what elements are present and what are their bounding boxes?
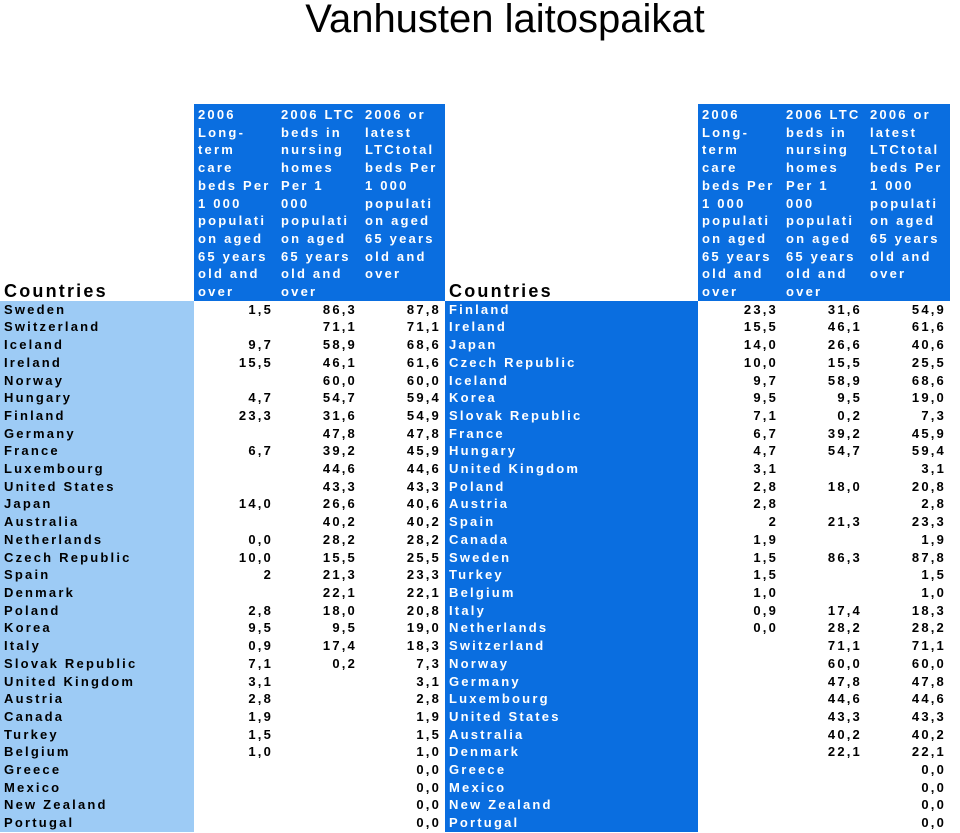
right-country-cell: Poland xyxy=(445,478,698,496)
table-row xyxy=(0,566,950,584)
right-country-cell: Austria xyxy=(445,495,698,513)
right-country-cell: Ireland xyxy=(445,318,698,336)
left-ltc-total-cell: 7,3 xyxy=(361,655,445,673)
right-ltc-total-cell: 71,1 xyxy=(866,637,950,655)
right-ltc-longterm-cell: 2 xyxy=(698,513,782,531)
right-ltc-longterm-cell: 3,1 xyxy=(698,460,782,478)
left-country-cell: New Zealand xyxy=(0,796,194,814)
right-ltc-longterm-cell xyxy=(698,655,782,673)
left-ltc-total-cell: 40,6 xyxy=(361,495,445,513)
right-ltc-total-cell: 45,9 xyxy=(866,425,950,443)
right-ltc-total-cell: 0,0 xyxy=(866,814,950,832)
right-ltc-longterm-cell xyxy=(698,796,782,814)
left-ltc-longterm-cell: 23,3 xyxy=(194,407,277,425)
left-ltc-nursing-cell: 44,6 xyxy=(277,460,361,478)
left-ltc-longterm-cell: 2 xyxy=(194,566,277,584)
table-row xyxy=(0,372,950,390)
left-ltc-nursing-cell: 26,6 xyxy=(277,495,361,513)
left-ltc-nursing-cell xyxy=(277,708,361,726)
right-country-cell: United Kingdom xyxy=(445,460,698,478)
left-ltc-nursing-cell: 21,3 xyxy=(277,566,361,584)
left-ltc-longterm-cell: 1,5 xyxy=(194,726,277,744)
right-ltc-longterm-cell xyxy=(698,637,782,655)
right-ltc-total-cell: 59,4 xyxy=(866,442,950,460)
right-country-cell: Sweden xyxy=(445,549,698,567)
right-ltc-total-cell: 43,3 xyxy=(866,708,950,726)
table-row xyxy=(0,460,950,478)
left-country-cell: Luxembourg xyxy=(0,460,194,478)
right-country-cell: Iceland xyxy=(445,372,698,390)
table-row xyxy=(0,301,950,319)
left-ltc-longterm-cell xyxy=(194,796,277,814)
right-ltc-longterm-cell xyxy=(698,761,782,779)
right-country-cell: Japan xyxy=(445,336,698,354)
left-ltc-nursing-cell: 31,6 xyxy=(277,407,361,425)
right-country-cell: Turkey xyxy=(445,566,698,584)
right-ltc-nursing-cell: 39,2 xyxy=(782,425,866,443)
left-ltc-total-cell: 0,0 xyxy=(361,761,445,779)
right-country-cell: Hungary xyxy=(445,442,698,460)
left-ltc-longterm-cell: 1,9 xyxy=(194,708,277,726)
left-ltc-longterm-cell xyxy=(194,513,277,531)
left-country-cell: Denmark xyxy=(0,584,194,602)
left-ltc-nursing-cell xyxy=(277,690,361,708)
left-country-cell: Sweden xyxy=(0,301,194,319)
table-row xyxy=(0,708,950,726)
left-ltc-longterm-cell: 0,0 xyxy=(194,531,277,549)
left-ltc-total-cell: 60,0 xyxy=(361,372,445,390)
right-country-cell: Canada xyxy=(445,531,698,549)
left-ltc-nursing-cell: 0,2 xyxy=(277,655,361,673)
table-row xyxy=(0,354,950,372)
right-ltc-nursing-cell: 71,1 xyxy=(782,637,866,655)
left-ltc-longterm-cell xyxy=(194,584,277,602)
right-ltc-total-cell: 0,0 xyxy=(866,779,950,797)
left-ltc-nursing-cell: 47,8 xyxy=(277,425,361,443)
left-ltc-total-cell: 28,2 xyxy=(361,531,445,549)
right-country-cell: New Zealand xyxy=(445,796,698,814)
table-row xyxy=(0,495,950,513)
left-ltc-total-cell: 1,9 xyxy=(361,708,445,726)
left-ltc-total-cell: 43,3 xyxy=(361,478,445,496)
right-ltc-longterm-cell: 1,5 xyxy=(698,566,782,584)
left-ltc-longterm-cell xyxy=(194,478,277,496)
left-col2-header: 2006 LTC beds in nursing homes Per 1 000 populati on aged 65 years old and over xyxy=(277,104,361,301)
table-body xyxy=(0,301,950,832)
table-row xyxy=(0,531,950,549)
left-ltc-nursing-cell xyxy=(277,743,361,761)
right-ltc-longterm-cell: 23,3 xyxy=(698,301,782,319)
right-country-cell: Greece xyxy=(445,761,698,779)
left-ltc-total-cell: 18,3 xyxy=(361,637,445,655)
right-ltc-total-cell: 28,2 xyxy=(866,619,950,637)
left-ltc-total-cell: 3,1 xyxy=(361,673,445,691)
right-country-cell: Luxembourg xyxy=(445,690,698,708)
table-row xyxy=(0,761,950,779)
right-country-cell: Slovak Republic xyxy=(445,407,698,425)
right-ltc-total-cell: 20,8 xyxy=(866,478,950,496)
right-country-cell: France xyxy=(445,425,698,443)
left-ltc-longterm-cell: 10,0 xyxy=(194,549,277,567)
right-country-cell: Portugal xyxy=(445,814,698,832)
right-ltc-total-cell: 25,5 xyxy=(866,354,950,372)
left-ltc-total-cell: 47,8 xyxy=(361,425,445,443)
right-ltc-longterm-cell xyxy=(698,779,782,797)
right-country-cell: Spain xyxy=(445,513,698,531)
right-ltc-nursing-cell: 43,3 xyxy=(782,708,866,726)
left-country-cell: Slovak Republic xyxy=(0,655,194,673)
right-ltc-total-cell: 3,1 xyxy=(866,460,950,478)
left-ltc-longterm-cell xyxy=(194,372,277,390)
left-ltc-nursing-cell: 58,9 xyxy=(277,336,361,354)
table-row xyxy=(0,318,950,336)
left-country-cell: United States xyxy=(0,478,194,496)
right-ltc-longterm-cell: 2,8 xyxy=(698,495,782,513)
table-row xyxy=(0,619,950,637)
ltc-beds-table xyxy=(0,104,950,832)
right-ltc-total-cell: 44,6 xyxy=(866,690,950,708)
right-ltc-longterm-cell: 9,5 xyxy=(698,389,782,407)
left-ltc-total-cell: 71,1 xyxy=(361,318,445,336)
right-ltc-nursing-cell: 17,4 xyxy=(782,602,866,620)
left-col3-header: 2006 or latest LTCtotal beds Per 1 000 populati on aged 65 years old and over xyxy=(361,104,445,301)
right-ltc-nursing-cell xyxy=(782,584,866,602)
left-ltc-longterm-cell: 1,0 xyxy=(194,743,277,761)
left-ltc-total-cell: 0,0 xyxy=(361,814,445,832)
left-ltc-nursing-cell: 39,2 xyxy=(277,442,361,460)
left-ltc-nursing-cell xyxy=(277,779,361,797)
right-country-cell: Switzerland xyxy=(445,637,698,655)
right-ltc-total-cell: 0,0 xyxy=(866,796,950,814)
right-ltc-nursing-cell: 86,3 xyxy=(782,549,866,567)
left-country-cell: Canada xyxy=(0,708,194,726)
right-country-cell: Belgium xyxy=(445,584,698,602)
left-ltc-total-cell: 2,8 xyxy=(361,690,445,708)
header-row xyxy=(0,104,950,301)
left-ltc-nursing-cell: 40,2 xyxy=(277,513,361,531)
table-row xyxy=(0,336,950,354)
right-ltc-nursing-cell: 44,6 xyxy=(782,690,866,708)
left-ltc-nursing-cell xyxy=(277,726,361,744)
left-ltc-longterm-cell: 4,7 xyxy=(194,389,277,407)
right-ltc-total-cell: 23,3 xyxy=(866,513,950,531)
left-countries-header: Countries xyxy=(0,104,194,301)
left-ltc-total-cell: 1,5 xyxy=(361,726,445,744)
left-ltc-nursing-cell xyxy=(277,814,361,832)
right-ltc-total-cell: 1,9 xyxy=(866,531,950,549)
table-row xyxy=(0,549,950,567)
table-row xyxy=(0,814,950,832)
left-ltc-total-cell: 87,8 xyxy=(361,301,445,319)
left-ltc-longterm-cell: 6,7 xyxy=(194,442,277,460)
left-country-cell: Italy xyxy=(0,637,194,655)
left-ltc-total-cell: 59,4 xyxy=(361,389,445,407)
right-ltc-total-cell: 2,8 xyxy=(866,495,950,513)
right-country-cell: Korea xyxy=(445,389,698,407)
right-ltc-total-cell: 61,6 xyxy=(866,318,950,336)
right-ltc-nursing-cell: 40,2 xyxy=(782,726,866,744)
right-ltc-total-cell: 87,8 xyxy=(866,549,950,567)
right-ltc-total-cell: 40,6 xyxy=(866,336,950,354)
table-row xyxy=(0,690,950,708)
left-country-cell: Norway xyxy=(0,372,194,390)
right-ltc-longterm-cell: 1,9 xyxy=(698,531,782,549)
left-ltc-nursing-cell: 46,1 xyxy=(277,354,361,372)
right-ltc-nursing-cell: 54,7 xyxy=(782,442,866,460)
left-ltc-nursing-cell: 43,3 xyxy=(277,478,361,496)
left-country-cell: Mexico xyxy=(0,779,194,797)
right-ltc-longterm-cell: 0,0 xyxy=(698,619,782,637)
left-country-cell: Iceland xyxy=(0,336,194,354)
right-ltc-nursing-cell xyxy=(782,779,866,797)
right-ltc-nursing-cell: 22,1 xyxy=(782,743,866,761)
right-ltc-total-cell: 1,0 xyxy=(866,584,950,602)
left-ltc-nursing-cell xyxy=(277,796,361,814)
left-ltc-longterm-cell: 9,7 xyxy=(194,336,277,354)
right-ltc-nursing-cell: 58,9 xyxy=(782,372,866,390)
right-ltc-longterm-cell: 15,5 xyxy=(698,318,782,336)
left-country-cell: Greece xyxy=(0,761,194,779)
left-country-cell: Finland xyxy=(0,407,194,425)
left-ltc-nursing-cell: 54,7 xyxy=(277,389,361,407)
right-ltc-longterm-cell xyxy=(698,708,782,726)
left-ltc-longterm-cell: 3,1 xyxy=(194,673,277,691)
left-country-cell: Spain xyxy=(0,566,194,584)
right-ltc-longterm-cell: 1,0 xyxy=(698,584,782,602)
table-row xyxy=(0,478,950,496)
right-country-cell: United States xyxy=(445,708,698,726)
table-row xyxy=(0,584,950,602)
right-ltc-total-cell: 7,3 xyxy=(866,407,950,425)
right-ltc-longterm-cell: 7,1 xyxy=(698,407,782,425)
table-row xyxy=(0,407,950,425)
table-row xyxy=(0,637,950,655)
left-ltc-nursing-cell: 17,4 xyxy=(277,637,361,655)
right-ltc-total-cell: 19,0 xyxy=(866,389,950,407)
right-country-cell: Australia xyxy=(445,726,698,744)
right-ltc-longterm-cell: 9,7 xyxy=(698,372,782,390)
right-ltc-total-cell: 0,0 xyxy=(866,761,950,779)
right-ltc-nursing-cell: 18,0 xyxy=(782,478,866,496)
right-ltc-total-cell: 18,3 xyxy=(866,602,950,620)
right-country-cell: Netherlands xyxy=(445,619,698,637)
left-ltc-longterm-cell: 14,0 xyxy=(194,495,277,513)
left-col1-header: 2006 Long-term care beds Per 1 000 populati on aged 65 years old and over xyxy=(194,104,277,301)
right-ltc-nursing-cell xyxy=(782,761,866,779)
right-ltc-total-cell: 22,1 xyxy=(866,743,950,761)
right-ltc-nursing-cell: 15,5 xyxy=(782,354,866,372)
right-ltc-total-cell: 60,0 xyxy=(866,655,950,673)
right-ltc-total-cell: 54,9 xyxy=(866,301,950,319)
slide-title: Vanhusten laitospaikat xyxy=(305,0,705,41)
table-row xyxy=(0,655,950,673)
left-ltc-longterm-cell: 2,8 xyxy=(194,690,277,708)
left-ltc-longterm-cell xyxy=(194,761,277,779)
right-ltc-total-cell: 1,5 xyxy=(866,566,950,584)
left-ltc-total-cell: 25,5 xyxy=(361,549,445,567)
right-ltc-total-cell: 68,6 xyxy=(866,372,950,390)
left-ltc-total-cell: 0,0 xyxy=(361,779,445,797)
left-country-cell: France xyxy=(0,442,194,460)
right-ltc-longterm-cell xyxy=(698,743,782,761)
left-ltc-total-cell: 1,0 xyxy=(361,743,445,761)
left-ltc-total-cell: 22,1 xyxy=(361,584,445,602)
left-ltc-nursing-cell: 60,0 xyxy=(277,372,361,390)
right-ltc-nursing-cell xyxy=(782,531,866,549)
right-ltc-longterm-cell xyxy=(698,726,782,744)
left-country-cell: Turkey xyxy=(0,726,194,744)
left-ltc-longterm-cell: 7,1 xyxy=(194,655,277,673)
right-country-cell: Mexico xyxy=(445,779,698,797)
left-ltc-longterm-cell xyxy=(194,425,277,443)
right-ltc-nursing-cell: 60,0 xyxy=(782,655,866,673)
left-country-cell: Poland xyxy=(0,602,194,620)
right-ltc-longterm-cell: 2,8 xyxy=(698,478,782,496)
left-ltc-nursing-cell: 28,2 xyxy=(277,531,361,549)
left-country-cell: Austria xyxy=(0,690,194,708)
right-ltc-nursing-cell xyxy=(782,796,866,814)
left-country-cell: Korea xyxy=(0,619,194,637)
right-country-cell: Norway xyxy=(445,655,698,673)
right-ltc-longterm-cell: 4,7 xyxy=(698,442,782,460)
right-col2-header: 2006 LTC beds in nursing homes Per 1 000 populati on aged 65 years old and over xyxy=(782,104,866,301)
left-ltc-longterm-cell xyxy=(194,779,277,797)
right-ltc-longterm-cell: 1,5 xyxy=(698,549,782,567)
right-ltc-longterm-cell xyxy=(698,673,782,691)
right-ltc-nursing-cell: 46,1 xyxy=(782,318,866,336)
left-ltc-longterm-cell: 2,8 xyxy=(194,602,277,620)
right-country-cell: Denmark xyxy=(445,743,698,761)
left-ltc-longterm-cell: 0,9 xyxy=(194,637,277,655)
left-country-cell: Switzerland xyxy=(0,318,194,336)
table-row xyxy=(0,425,950,443)
right-ltc-longterm-cell: 0,9 xyxy=(698,602,782,620)
left-ltc-nursing-cell xyxy=(277,673,361,691)
left-ltc-longterm-cell xyxy=(194,318,277,336)
table-row xyxy=(0,673,950,691)
left-country-cell: Japan xyxy=(0,495,194,513)
left-country-cell: Belgium xyxy=(0,743,194,761)
right-ltc-longterm-cell: 6,7 xyxy=(698,425,782,443)
right-ltc-nursing-cell xyxy=(782,566,866,584)
left-ltc-total-cell: 44,6 xyxy=(361,460,445,478)
left-country-cell: Hungary xyxy=(0,389,194,407)
right-ltc-total-cell: 40,2 xyxy=(866,726,950,744)
right-ltc-longterm-cell xyxy=(698,690,782,708)
left-country-cell: Ireland xyxy=(0,354,194,372)
table-row xyxy=(0,779,950,797)
left-ltc-nursing-cell: 86,3 xyxy=(277,301,361,319)
left-ltc-longterm-cell xyxy=(194,460,277,478)
right-ltc-longterm-cell: 14,0 xyxy=(698,336,782,354)
left-country-cell: Czech Republic xyxy=(0,549,194,567)
right-ltc-nursing-cell: 31,6 xyxy=(782,301,866,319)
right-ltc-nursing-cell: 26,6 xyxy=(782,336,866,354)
left-ltc-total-cell: 54,9 xyxy=(361,407,445,425)
left-ltc-total-cell: 23,3 xyxy=(361,566,445,584)
left-ltc-longterm-cell: 1,5 xyxy=(194,301,277,319)
left-ltc-nursing-cell: 22,1 xyxy=(277,584,361,602)
left-ltc-total-cell: 0,0 xyxy=(361,796,445,814)
right-ltc-longterm-cell: 10,0 xyxy=(698,354,782,372)
right-ltc-longterm-cell xyxy=(698,814,782,832)
right-countries-header: Countries xyxy=(445,104,698,301)
left-ltc-longterm-cell xyxy=(194,814,277,832)
right-ltc-nursing-cell xyxy=(782,460,866,478)
right-country-cell: Italy xyxy=(445,602,698,620)
table-row xyxy=(0,796,950,814)
left-ltc-nursing-cell xyxy=(277,761,361,779)
right-ltc-nursing-cell: 28,2 xyxy=(782,619,866,637)
left-country-cell: Germany xyxy=(0,425,194,443)
table-row xyxy=(0,726,950,744)
left-ltc-total-cell: 40,2 xyxy=(361,513,445,531)
left-ltc-total-cell: 68,6 xyxy=(361,336,445,354)
left-ltc-longterm-cell: 9,5 xyxy=(194,619,277,637)
table-row xyxy=(0,389,950,407)
right-ltc-total-cell: 47,8 xyxy=(866,673,950,691)
right-ltc-nursing-cell: 0,2 xyxy=(782,407,866,425)
table-row xyxy=(0,743,950,761)
left-ltc-total-cell: 19,0 xyxy=(361,619,445,637)
left-ltc-nursing-cell: 15,5 xyxy=(277,549,361,567)
left-ltc-total-cell: 20,8 xyxy=(361,602,445,620)
table-row xyxy=(0,513,950,531)
left-country-cell: Australia xyxy=(0,513,194,531)
left-country-cell: United Kingdom xyxy=(0,673,194,691)
left-ltc-nursing-cell: 18,0 xyxy=(277,602,361,620)
left-ltc-total-cell: 45,9 xyxy=(361,442,445,460)
table-row xyxy=(0,442,950,460)
left-ltc-nursing-cell: 71,1 xyxy=(277,318,361,336)
right-ltc-nursing-cell: 21,3 xyxy=(782,513,866,531)
right-country-cell: Germany xyxy=(445,673,698,691)
right-ltc-nursing-cell xyxy=(782,814,866,832)
left-ltc-longterm-cell: 15,5 xyxy=(194,354,277,372)
right-col1-header: 2006 Long-term care beds Per 1 000 populati on aged 65 years old and over xyxy=(698,104,782,301)
right-country-cell: Finland xyxy=(445,301,698,319)
left-country-cell: Netherlands xyxy=(0,531,194,549)
left-country-cell: Portugal xyxy=(0,814,194,832)
table-row xyxy=(0,602,950,620)
right-country-cell: Czech Republic xyxy=(445,354,698,372)
right-ltc-nursing-cell: 9,5 xyxy=(782,389,866,407)
right-col3-header: 2006 or latest LTCtotal beds Per 1 000 populati on aged 65 years old and over xyxy=(866,104,950,301)
right-ltc-nursing-cell: 47,8 xyxy=(782,673,866,691)
left-ltc-nursing-cell: 9,5 xyxy=(277,619,361,637)
left-ltc-total-cell: 61,6 xyxy=(361,354,445,372)
right-ltc-nursing-cell xyxy=(782,495,866,513)
